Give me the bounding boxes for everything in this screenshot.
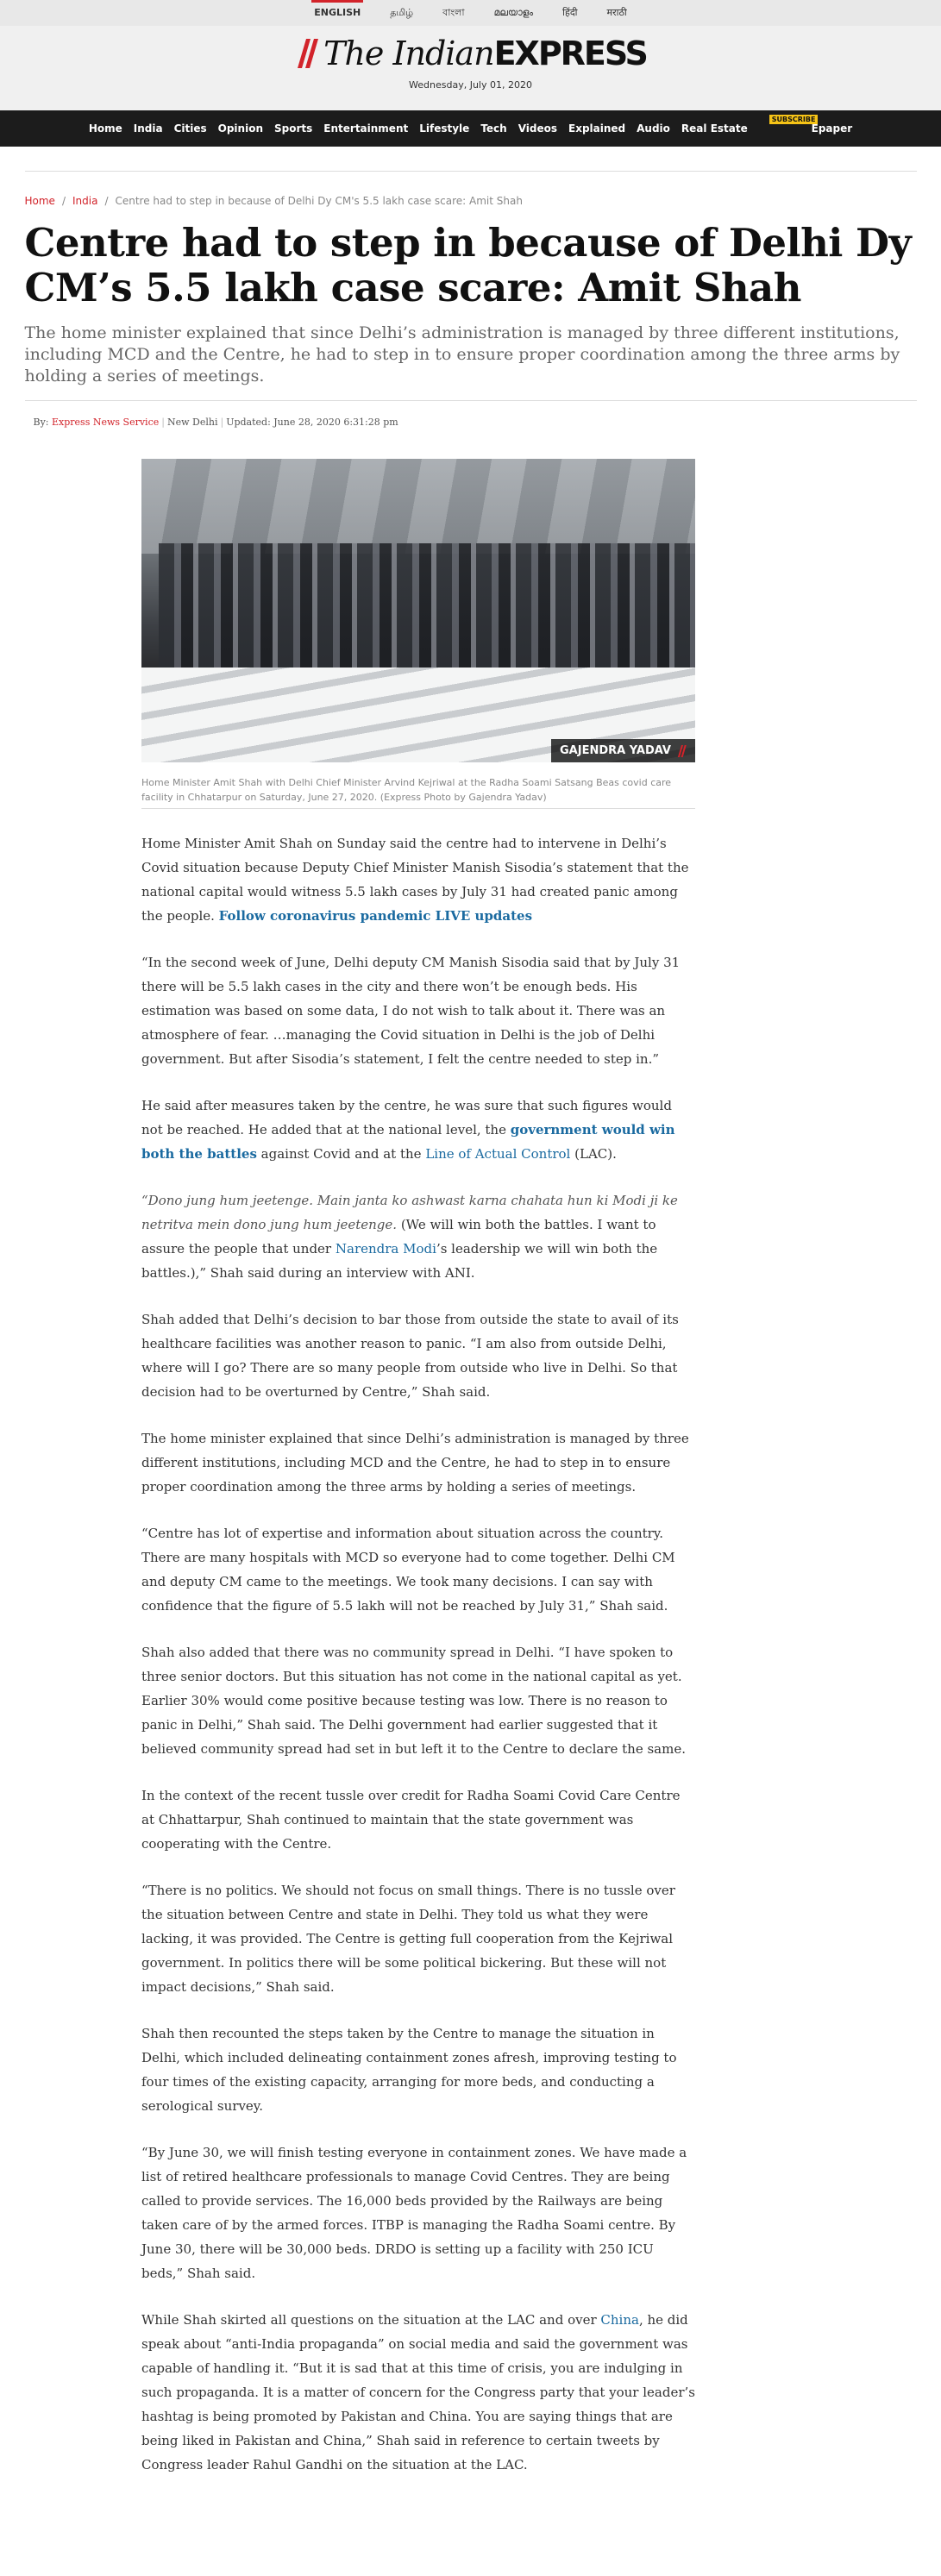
china-link[interactable]: China [600, 2312, 639, 2328]
nav-sports[interactable]: Sports [274, 122, 313, 135]
divider [25, 400, 917, 401]
lang-hindi[interactable]: हिंदी [562, 7, 578, 18]
breadcrumb-current: Centre had to step in because of Delhi Dy CM's 5.5 lakh case scare: Amit Shah [115, 195, 523, 207]
paragraph: “There is no politics. We should not focus on small things. There is no tussle over the situation between Centre and state in Delhi. They told us what they were lacking, it was provided. The Centre is getting full cooperation from the Kejriwal government. In politics there will be some political bickering. But these will not impact decisions,” Shah said. [141, 1883, 675, 1995]
nav-lifestyle[interactable]: Lifestyle [419, 122, 470, 135]
updated-time: Updated: June 28, 2020 6:31:28 pm [226, 417, 398, 428]
nav-home[interactable]: Home [88, 122, 122, 135]
masthead-date: Wednesday, July 01, 2020 [409, 79, 532, 91]
paragraph: “Dono jung hum jeetenge. Main janta ko ashwast karna chahata hun ki Modi ji ke netritva mein dono jung hum jeetenge. (We will win both the battles. I want to assure the people that under Narendra Modi’s leadership we will win both the battles.),” Shah said during an interview with ANI. [141, 1193, 678, 1281]
live-updates-link[interactable]: Follow coronavirus pandemic LIVE updates [218, 908, 533, 924]
logo-wordmark: The IndianEXPRESS [323, 34, 647, 72]
article-headline: Centre had to step in because of Delhi Dy CM’s 5.5 lakh case scare: Amit Shah [24, 220, 912, 310]
lang-english[interactable]: ENGLISH [314, 0, 361, 26]
paragraph: “Centre has lot of expertise and information about situation across the country. There are many hospitals with MCD so everyone had to come together. Delhi CM and deputy CM came to the meetings. We took many decisions. I can say with confidence that the figure of 5.5 lakh will not be reached by July 31,” Shah said. [141, 1526, 675, 1614]
lang-tamil[interactable]: தமிழ் [390, 7, 414, 18]
win-both-battles-link[interactable]: government would win both the battles [141, 1122, 675, 1162]
site-logo[interactable] [294, 34, 647, 72]
express-logo-icon [294, 39, 318, 68]
nav-epaper[interactable] [759, 116, 853, 135]
nav-entertainment[interactable]: Entertainment [323, 122, 409, 135]
article-body [141, 459, 695, 2477]
nav-epaper-label: Epaper [811, 122, 853, 135]
dateline-place: New Delhi [166, 417, 218, 428]
nav-audio[interactable]: Audio [637, 122, 670, 135]
nav-cities[interactable]: Cities [173, 122, 207, 135]
lead-photo [141, 459, 695, 762]
breadcrumb-india[interactable]: India [72, 195, 98, 207]
main-nav [0, 110, 941, 147]
lang-bangla[interactable]: বাংলা [442, 7, 465, 18]
language-bar [0, 0, 941, 26]
paragraph: “By June 30, we will finish testing everyone in containment zones. We have made a list of retired healthcare professionals to manage Covid Centres. They are being called to provide services. The 16,000 beds provided by the Railways are being taken care of by the armed forces. ITBP is managing the Radha Soami centre. By June 30, there will be 30,000 beds. DRDO is setting up a facility with 250 ICU beds,” Shah said. [141, 2145, 687, 2281]
narendra-modi-link[interactable]: Narendra Modi [335, 1241, 436, 1257]
byline: By: Express News Service | New Delhi | Updated: June 28, 2020 6:31:28 pm [33, 417, 398, 428]
paragraph: He said after measures taken by the centre, he was sure that such figures would not be reached. He added that at the national level, the government would win both the battles against Covid and at the Line of Actual Control (LAC). [141, 1098, 675, 1162]
nav-opinion[interactable]: Opinion [217, 122, 263, 135]
nav-india[interactable]: India [133, 122, 163, 135]
lac-link[interactable]: Line of Actual Control [425, 1146, 571, 1162]
paragraph: In the context of the recent tussle over credit for Radha Soami Covid Care Centre at Chhattarpur, Shah continued to maintain that the state government was cooperating with the Centre. [141, 1788, 681, 1852]
nav-real-estate[interactable]: Real Estate [681, 122, 748, 135]
article-synopsis: The home minister explained that since Delhi’s administration is managed by three different institutions, including MCD and the Centre, he had to step in to ensure proper coordination among the three arms by holding a series of meetings. [24, 323, 900, 385]
paragraph: Home Minister Amit Shah on Sunday said the centre had to intervene in Delhi’s Covid situation because Deputy Chief Minister Manish Sisodia’s statement that the national capital would witness 5.5 lakh cases by July 31 had created panic among the people. Follow coronavirus pandemic LIVE updates [141, 836, 689, 924]
lang-malayalam[interactable]: മലയാളം [493, 7, 534, 18]
photo-caption: Home Minister Amit Shah with Delhi Chief Minister Arvind Kejriwal at the Radha Soami Satsang Beas covid care facility in Chhatarpur on Saturday, June 27, 2020. (Express Photo by Gajendra Yadav) [141, 777, 672, 803]
nav-tech[interactable]: Tech [480, 122, 507, 135]
article-header [25, 171, 917, 428]
paragraph: While Shah skirted all questions on the situation at the LAC and over China, he did speak about “anti-India propaganda” on social media and said the government was capable of handling it. “But it is sad that at this time of crisis, you are indulging in such propaganda. It is a matter of concern for the Congress party that your leader’s hashtag is being promoted by Pakistan and China. You are saying things that are being liked in Pakistan and China,” Shah said in reference to certain tweets by Congress leader Rahul Gandhi on the situation at the LAC. [141, 2312, 695, 2473]
express-logo-icon [676, 745, 687, 757]
lang-marathi[interactable]: मराठी [606, 7, 627, 18]
divider [141, 808, 695, 809]
nav-videos[interactable]: Videos [518, 122, 558, 135]
nav-explained[interactable]: Explained [568, 122, 626, 135]
divider [25, 171, 917, 172]
paragraph: The home minister explained that since Delhi’s administration is managed by three different institutions, including MCD and the Centre, he had to step in to ensure proper coordination among the three arms by holding a series of meetings. [141, 1431, 689, 1495]
author-link[interactable]: Express News Service [52, 417, 160, 428]
paragraph: “In the second week of June, Delhi deputy CM Manish Sisodia said that by July 31 there will be 5.5 lakh cases in the city and there won’t be enough beds. His estimation was based on some data, I do not wish to talk about it. There was an atmosphere of fear. …managing the Covid situation in Delhi is the job of Delhi government. But after Sisodia’s statement, I felt the centre needed to step in.” [141, 955, 681, 1067]
breadcrumb: Home / India / Centre had to step in because of Delhi Dy CM's 5.5 lakh case scare: Amit Shah [24, 195, 523, 207]
paragraph: Shah then recounted the steps taken by the Centre to manage the situation in Delhi, which included delineating containment zones afresh, improving testing to four times of the existing capacity, arranging for more beds, and conducting a serological survey. [141, 2026, 677, 2114]
masthead [0, 26, 941, 110]
photo-credit-watermark: GAJENDRA YADAV [551, 739, 695, 762]
breadcrumb-home[interactable]: Home [24, 195, 55, 207]
paragraph: Shah added that Delhi’s decision to bar those from outside the state to avail of its healthcare facilities was another reason to panic. “I am also from outside Delhi, where will I go? There are so many people from outside who live in Delhi. So that decision had to be overturned by Centre,” Shah said. [141, 1312, 679, 1400]
subscribe-badge[interactable]: SUBSCRIBE [769, 115, 819, 124]
paragraph: Shah also added that there was no community spread in Delhi. “I have spoken to three senior doctors. But this situation has not come in the national capital as yet. Earlier 30% would come positive because testing was low. There is no reason to panic in Delhi,” Shah said. The Delhi government had earlier suggested that it believed community spread had set in but left it to the Centre to declare the same. [141, 1645, 686, 1757]
